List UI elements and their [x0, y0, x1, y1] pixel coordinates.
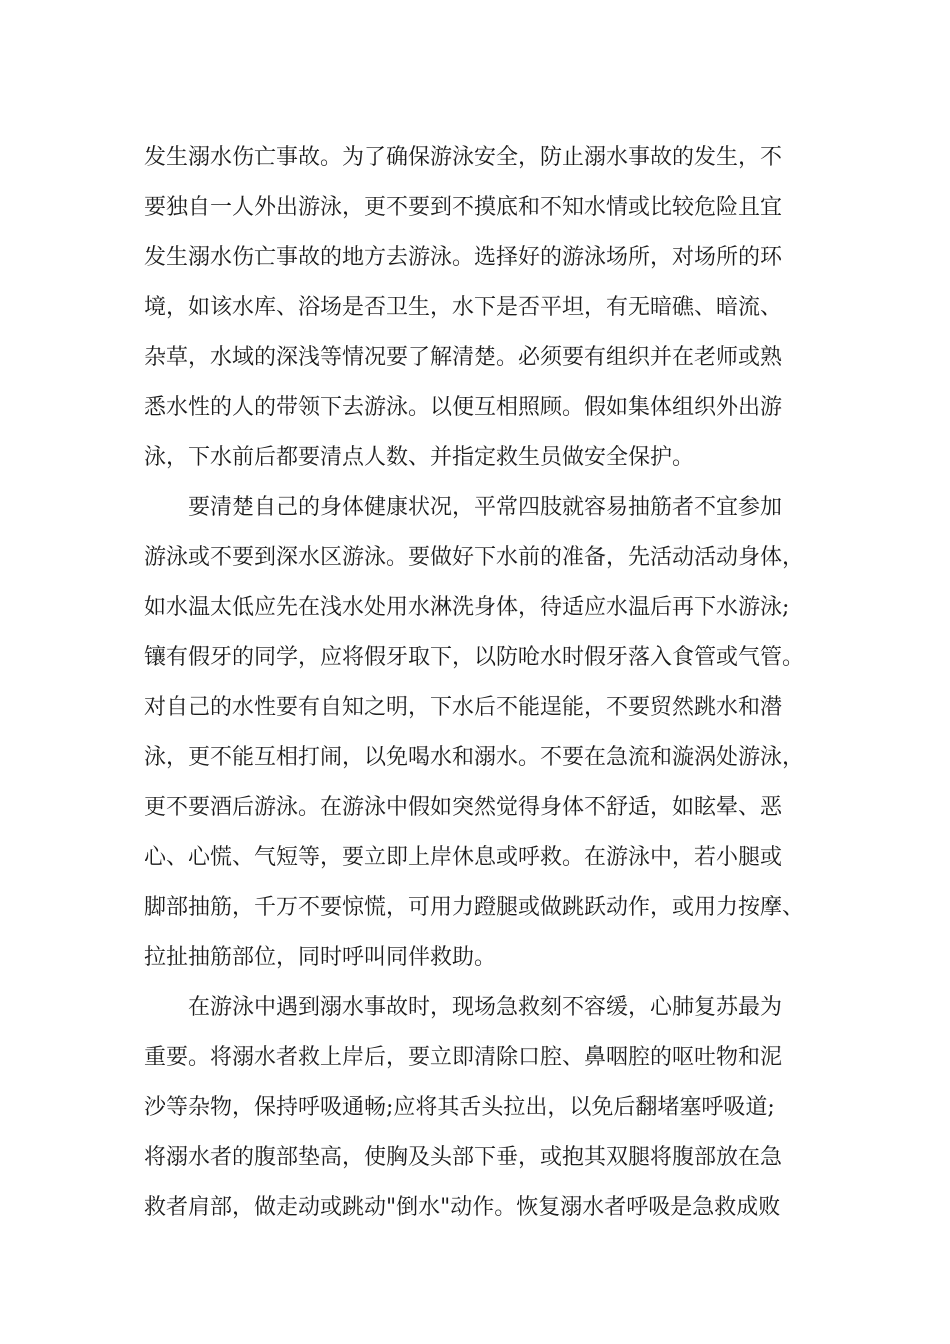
text-line: 要独自一人外出游泳，更不要到不摸底和不知水情或比较危险且宜 — [144, 195, 783, 220]
text-line: 境，如该水库、浴场是否卫生，水下是否平坦，有无暗礁、暗流、 — [144, 295, 783, 320]
text-line: 重要。将溺水者救上岸后，要立即清除口腔、鼻咽腔的呕吐物和泥 — [144, 1045, 783, 1070]
text-line: 沙等杂物，保持呼吸通畅;应将其舌头拉出，以免后翻堵塞呼吸道; — [144, 1095, 775, 1120]
text-line: 要清楚自己的身体健康状况，平常四肢就容易抽筋者不宜参加 — [188, 495, 783, 520]
text-line: 泳，下水前后都要清点人数、并指定救生员做安全保护。 — [144, 445, 695, 470]
text-line: 心、心慌、气短等，要立即上岸休息或呼救。在游泳中，若小腿或 — [144, 845, 783, 870]
text-line: 拉扯抽筋部位，同时呼叫同伴救助。 — [144, 945, 497, 970]
text-line: 泳，更不能互相打闹，以免喝水和溺水。不要在急流和漩涡处游泳， — [144, 745, 805, 770]
text-line: 救者肩部，做走动或跳动"倒水"动作。恢复溺水者呼吸是急救成败 — [144, 1195, 781, 1220]
text-line: 脚部抽筋，千万不要惊慌，可用力蹬腿或做跳跃动作，或用力按摩、 — [144, 895, 805, 920]
text-line: 如水温太低应先在浅水处用水淋洗身体，待适应水温后再下水游泳; — [144, 595, 790, 620]
body-text — [144, 133, 824, 1233]
text-line: 游泳或不要到深水区游泳。要做好下水前的准备，先活动活动身体， — [144, 545, 805, 570]
text-line: 发生溺水伤亡事故的地方去游泳。选择好的游泳场所，对场所的环 — [144, 245, 783, 270]
text-line: 将溺水者的腹部垫高，使胸及头部下垂，或抱其双腿将腹部放在急 — [144, 1145, 783, 1170]
text-line: 杂草，水域的深浅等情况要了解清楚。必须要有组织并在老师或熟 — [144, 345, 783, 370]
text-line: 发生溺水伤亡事故。为了确保游泳安全，防止溺水事故的发生，不 — [144, 145, 783, 170]
text-line: 悉水性的人的带领下去游泳。以便互相照顾。假如集体组织外出游 — [144, 395, 783, 420]
text-line: 更不要酒后游泳。在游泳中假如突然觉得身体不舒适，如眩晕、恶 — [144, 795, 783, 820]
text-line: 镶有假牙的同学，应将假牙取下，以防呛水时假牙落入食管或气管。 — [144, 645, 805, 670]
text-line: 对自己的水性要有自知之明，下水后不能逞能，不要贸然跳水和潜 — [144, 695, 783, 720]
text-line: 在游泳中遇到溺水事故时，现场急救刻不容缓，心肺复苏最为 — [188, 995, 783, 1020]
